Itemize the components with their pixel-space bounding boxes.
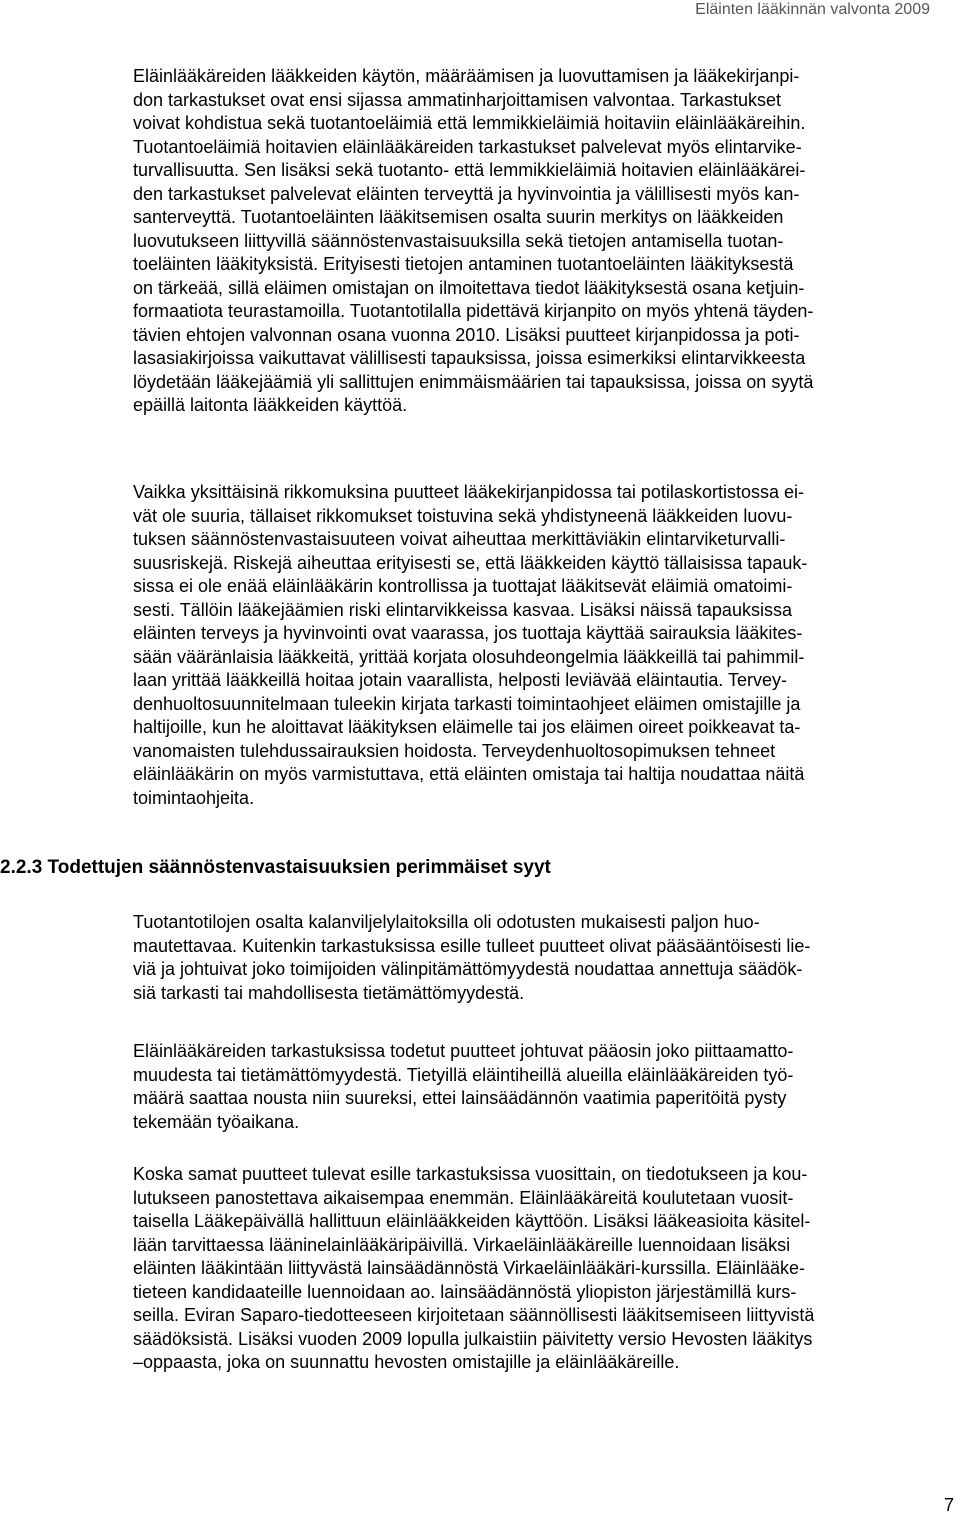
paragraph-drug-inspections: Eläinlääkäreiden lääkkeiden käytön, määräämisen ja luovuttamisen ja lääkekirjanpi- don tarkastukset ovat ensi sijassa ammatinharjoittamisen valvontaa. Tarkastukset voivat kohdistua sekä tuotantoeläimiä että lemmikkieläimiä hoitaviin eläinlääkäreihin. Tuotantoeläimiä hoitavien eläinlääkäreiden tarkastukset palvelevat myös elintarvike- turvallisuutta. Sen lisäksi sekä tuotanto- että lemmikkieläimiä hoitavien eläinlääkärei- den tarkastukset palvelevat eläinten terveyttä ja hyvinvointia ja välillisesti myös kan- santerveyttä. Tuotantoeläinten lääkitsemisen osalta suurin merkitys on lääkkeiden luovutukseen liittyvillä säännöstenvastaisuuksilla sekä tietojen antamisella tuotan- toeläinten lääkityksistä. Erityisesti tietojen antaminen tuotantoeläinten lääkityksestä on tärkeää, sillä eläimen omistajan on ilmoitettava tiedot lääkityksestä osana ketjuin- formaatiota teurastamoilla. Tuotantotilalla pidettävä kirjanpito on myös yhtenä täyden- tävien ehtojen valvonnan osana vuonna 2010. Lisäksi puutteet kirjanpidossa ja poti- lasasiakirjoissa vaikuttavat välillisesti tapauksissa, joissa esimerkiksi elintarvikkeesta löydetään lääkejäämiä yli sallittujen enimmäismäärien tai tapauksissa, joissa on syytä epäillä laitonta lääkkeiden käyttöä.: [133, 66, 814, 415]
running-header-title: Eläinten lääkinnän valvonta 2009: [695, 1, 930, 18]
paragraph-training-communication: Koska samat puutteet tulevat esille tarkastuksissa vuosittain, on tiedotukseen ja kou- lutukseen panostettava aikaisempaa enemmän. Eläinlääkäreitä koulutetaan vuosit- taisella Lääkepäivällä hallittuun eläinlääkkeiden käyttöön. Lisäksi lääkeasioita käsitel- lään tarvittaessa lääninelainlääkäripäivillä. Virkaeläinlääkäreille luennoidaan lisäksi eläinten lääkintään liittyvästä lainsäädännöstä Virkaeläinlääkäri-kurssilla. Eläinlääke- tieteen kandidaateille luennoidaan ao. lainsäädännöstä yliopiston järjestämillä kurs- seilla. Eviran Saparo-tiedotteeseen kirjoitetaan säännöllisesti lääkitsemiseen liittyvistä säädöksistä. Lisäksi vuoden 2009 lopulla julkaistiin päivitetty versio Hevosten lääkitys –oppaasta, joka on suunnattu hevosten omistajille ja eläinlääkäreille.: [133, 1164, 815, 1372]
section-heading: 2.2.3 Todettujen säännöstenvastaisuuksien perimmäiset syyt: [0, 857, 551, 878]
page-number: 7: [943, 1495, 954, 1515]
paragraph-veterinarian-causes: Eläinlääkäreiden tarkastuksissa todetut puutteet johtuvat pääosin joko piittaamatto- muudesta tai tietämättömyydestä. Tietyillä eläintiheillä alueilla eläinlääkäreiden työ- määrä saattaa nousta niin suureksi, ettei lainsäädännön vaatimia paperitöitä pysty tekemään työaikana.: [133, 1041, 794, 1132]
paragraph-fish-farms: Tuotantotilojen osalta kalanviljelylaitoksilla oli odotusten mukaisesti paljon huo- mautettavaa. Kuitenkin tarkastuksissa esille tulleet puutteet olivat pääsääntöisesti lie- viä ja johtuivat joko toimijoiden välinpitämättömyydestä noudattaa annettuja säädök- siä tarkasti tai mahdollisesta tietämättömyydestä.: [133, 912, 811, 1003]
paragraph-recordkeeping-risks: Vaikka yksittäisinä rikkomuksina puutteet lääkekirjanpidossa tai potilaskortistossa ei- vät ole suuria, tällaiset rikkomukset toistuvina sekä yhdistyneenä lääkkeiden luovu- tuksen säännöstenvastaisuuteen voivat aiheuttaa merkittäviäkin elintarviketurvalli- suusriskejä. Riskejä aiheuttaa erityisesti se, että lääkkeiden käyttö tällaisissa tapauk- sissa ei ole enää eläinlääkärin kontrollissa ja tuottajat lääkitsevät eläimiä omatoimi- sesti. Tällöin lääkejäämien riski elintarvikkeissa kasvaa. Lisäksi näissä tapauksissa eläinten terveys ja hyvinvointi ovat vaarassa, jos tuottaja käyttää sairauksia lääkites- sään vääränlaisia lääkkeitä, yrittää korjata olosuhdeongelmia lääkkeillä tai pahimmil- laan yrittää lääkkeillä hoitaa jotain vaarallista, helposti leviävää eläintautia. Tervey- denhuoltosuunnitelmaan tuleekin kirjata tarkasti toimintaohjeet eläimen omistajille ja haltijoille, kun he aloittavat lääkityksen eläimelle tai jos eläimen oireet poikkeavat ta- vanomaisten tulehdussairauksien hoidosta. Terveydenhuoltosopimuksen tehneet eläinlääkärin on myös varmistuttava, että eläinten omistaja tai haltija noudattaa näitä toimintaohjeita.: [133, 482, 808, 808]
